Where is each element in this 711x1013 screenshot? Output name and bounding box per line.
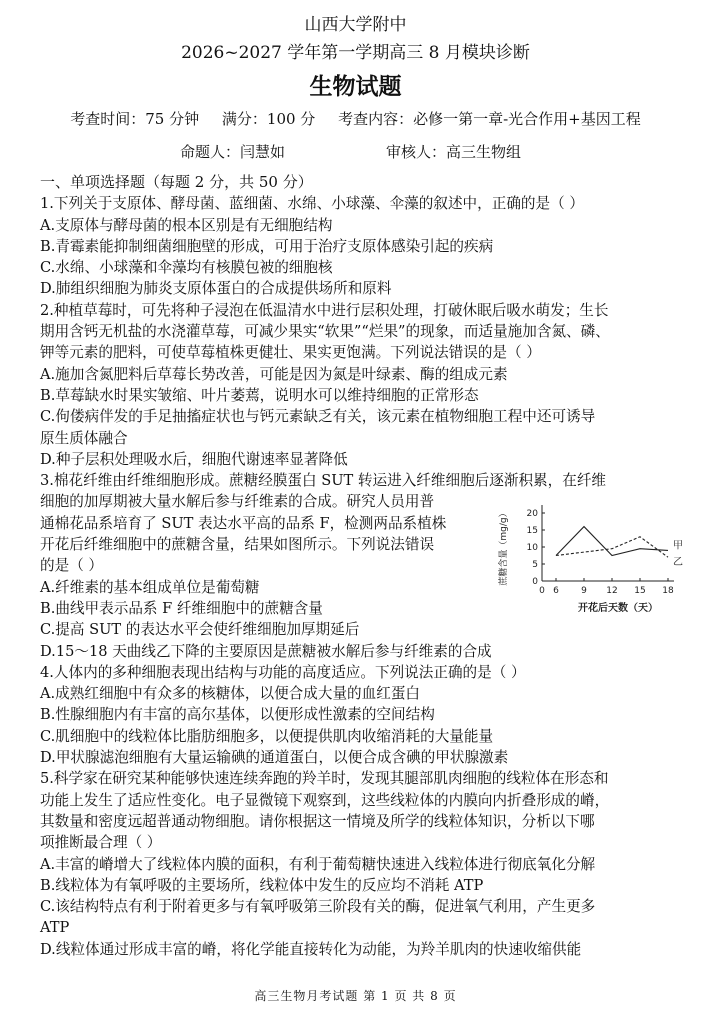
option-b: B.青霉素能抑制细菌细胞壁的形成，可用于治疗支原体感染引起的疾病: [40, 237, 494, 255]
option-c: C.佝偻病伴发的手足抽搐症状也与钙元素缺乏有关，该元素在植物细胞工程中还可诱导: [40, 408, 596, 426]
question-2: [40, 300, 670, 470]
option-d: D.种子层积处理吸水后，细胞代谢速率显著降低: [40, 450, 348, 468]
term-title: 2026~2027 学年第一学期高三 8 月模块诊断: [181, 43, 530, 63]
question-stem: 钾等元素的肥料，可使草莓植株更健壮、果实更饱满。下列说法错误的是（ ）: [40, 344, 541, 362]
option-a: A.丰富的嵴增大了线粒体内膜的面积，有利于葡萄糖快速进入线粒体进行彻底氧化分解: [40, 855, 596, 873]
option-c: C.提高 SUT 的表达水平会使纤维细胞加厚期延后: [40, 621, 360, 639]
question-5: [40, 768, 670, 960]
option-b: B.性腺细胞内有丰富的高尔基体，以便形成性激素的空间结构: [40, 706, 435, 724]
option-d: D.甲状腺滤泡细胞有大量运输碘的通道蛋白，以便合成含碘的甲状腺激素: [40, 749, 509, 767]
option-d: D.15～18 天曲线乙下降的主要原因是蔗糖被水解后参与纤维素的合成: [40, 642, 492, 660]
question-4: [40, 662, 670, 768]
exam-meta: [0, 108, 711, 129]
option-c: C.肌细胞中的线粒体比脂肪细胞多，以便提供肌肉收缩消耗的大量能量: [40, 727, 494, 745]
question-stem: 功能上发生了适应性变化。电子显微镜下观察到，这些线粒体的内膜向内折叠形成的嵴，: [40, 791, 610, 809]
page-footer: 高三生物月考试题 第 1 页 共 8 页: [254, 989, 457, 1003]
question-stem: 1.下列关于支原体、酵母菌、蓝细菌、水绵、小球藻、伞藻的叙述中，正确的是（ ）: [40, 195, 584, 213]
option-c-cont: 原生质体融合: [40, 429, 128, 447]
option-a: A.支原体与酵母菌的根本区别是有无细胞结构: [40, 216, 333, 234]
reviewer: 审核人：高三生物组: [386, 143, 522, 161]
option-c-cont: ATP: [40, 919, 70, 937]
question-stem: 开花后纤维细胞中的蔗糖含量，结果如图所示。下列说法错误: [40, 536, 435, 554]
question-stem: 项推断最合理（ ）: [40, 834, 162, 852]
exam-score: 满分：100 分: [221, 110, 316, 128]
question-stem: 细胞的加厚期被大量水解后参与纤维素的合成。研究人员用普: [40, 493, 435, 511]
exam-body: [40, 172, 683, 960]
question-stem: 5.科学家在研究某种能够快速连续奔跑的羚羊时，发现其腿部肌肉细胞的线粒体在形态和: [40, 770, 609, 788]
question-stem: 其数量和密度远超普通动物细胞。请你根据这一情境及所学的线粒体知识，分析以下哪: [40, 812, 595, 830]
series-line-jia: [556, 527, 668, 556]
x-tick-label: 18: [662, 586, 674, 597]
question-stem: 通棉花品系培育了 SUT 表达水平高的品系 F，检测两品系植株: [40, 514, 447, 532]
question-stem: 的是（ ）: [40, 557, 104, 575]
x-tick-label: 6: [553, 586, 559, 597]
x-tick-label: 9: [581, 586, 587, 597]
option-a: A.成熟红细胞中有众多的核糖体，以便合成大量的血红蛋白: [40, 685, 421, 703]
question-stem: 期用含钙无机盐的水浇灌草莓，可减少果实“软果”“烂果”的现象，而适量施加含氮、磷、: [40, 323, 610, 341]
question-stem: 4.人体内的多种细胞表现出结构与功能的高度适应。下列说法正确的是（ ）: [40, 663, 526, 681]
y-tick-label: 10: [526, 543, 538, 554]
exam-content: 考查内容：必修一第一章-光合作用+基因工程: [338, 110, 641, 128]
y-tick-label: 15: [526, 526, 538, 537]
series-line-yi: [556, 537, 668, 557]
subject-title: 生物试题: [309, 73, 402, 100]
question-stem: 2.种植草莓时，可先将种子浸泡在低温清水中进行层积处理，打破休眠后吸水萌发；生长: [40, 301, 609, 319]
author: 命题人：闫慧如: [180, 143, 286, 161]
y-axis-label: 蔗糖含量（mg/g）: [499, 508, 509, 587]
question-3: [40, 470, 683, 662]
option-c: C.该结构特点有利于附着更多与有氧呼吸第三阶段有关的酶，促进氧气利用，产生更多: [40, 898, 596, 916]
section-title: 一、单项选择题（每题 2 分，共 50 分）: [40, 173, 313, 191]
series-label: 乙: [673, 557, 683, 569]
option-b: B.草莓缺水时果实皱缩、叶片萎蔫，说明水可以维持细胞的正常形态: [40, 386, 479, 404]
question-stem: 3.棉花纤维由纤维细胞形成。蔗糖经膜蛋白 SUT 转运进入纤维细胞后逐渐积累，在纤维: [40, 472, 607, 490]
option-d: D.肺组织细胞为肺炎支原体蛋白的合成提供场所和原料: [40, 280, 392, 298]
option-a: A.施加含氮肥料后草莓长势改善，可能是因为氮是叶绿素、酶的组成元素: [40, 365, 508, 383]
series-label: 甲: [673, 540, 683, 552]
option-a: A.纤维素的基本组成单位是葡萄糖: [40, 578, 260, 596]
exam-time: 考查时间：75 分钟: [70, 110, 200, 128]
option-b: B.曲线甲表示品系 F 纤维细胞中的蔗糖含量: [40, 599, 323, 617]
option-c: C.水绵、小球藻和伞藻均有核膜包被的细胞核: [40, 259, 333, 277]
option-d: D.线粒体通过形成丰富的嵴，将化学能直接转化为动能，为羚羊肌肉的快速收缩供能: [40, 940, 582, 958]
y-tick-label: 5: [532, 560, 538, 571]
x-axis-label: 开花后天数（天）: [578, 603, 658, 615]
x-tick-label: 15: [634, 586, 646, 597]
x-tick-label: 0: [539, 586, 545, 597]
question-1: [40, 193, 670, 299]
y-tick-label: 20: [526, 509, 538, 520]
school-name: 山西大学附中: [304, 15, 407, 35]
option-b: B.线粒体为有氧呼吸的主要场所，线粒体中发生的反应均不消耗 ATP: [40, 876, 484, 894]
x-tick-label: 12: [606, 586, 618, 597]
y-tick-label: 0: [532, 577, 538, 588]
sucrose-line-chart: [492, 489, 692, 624]
question-3-figure-block: [40, 491, 683, 619]
